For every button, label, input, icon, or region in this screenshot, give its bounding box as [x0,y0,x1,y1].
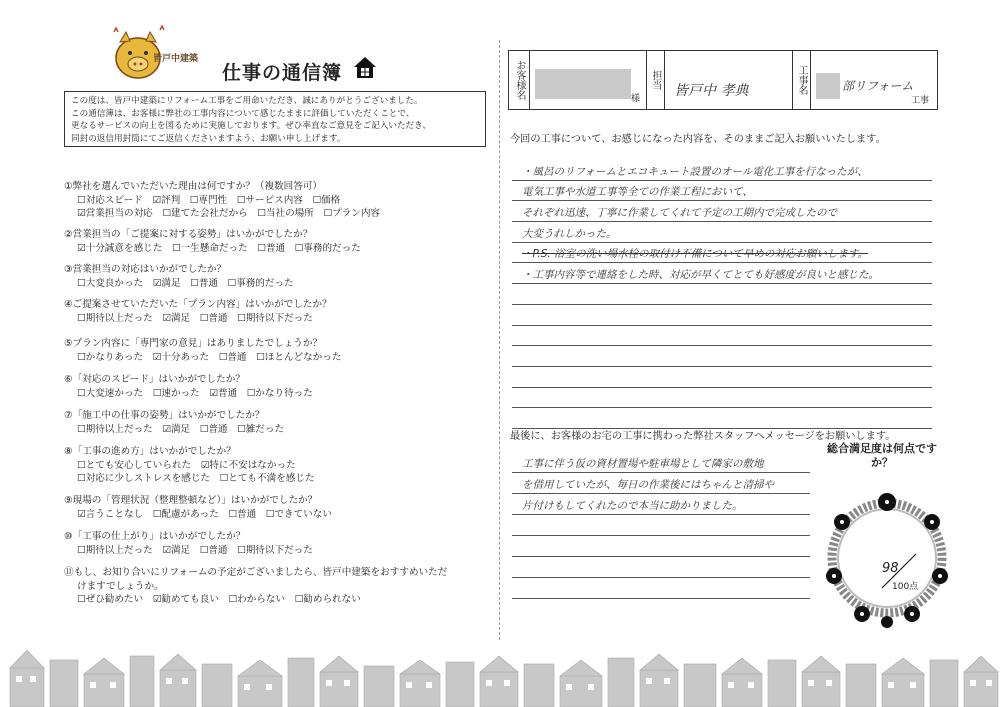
house-icon [352,54,378,80]
flower-wreath [812,476,962,636]
fold-line [499,40,500,640]
question-title: ⑤プラン内容に「専門家の意見」はありましたでしょうか？ [64,338,323,349]
question-10 [64,530,313,557]
question-title: ⑦「施工中の仕事の姿勢」はいかがでしたか？ [64,410,265,421]
question-8 [64,445,315,486]
question-title: ①弊社を選んでいただいた理由は何ですか？（複数回答可） [64,181,323,192]
impression-line: ・風呂のリフォームとエコキュート設置のオール電化工事を行なったが、 [512,160,932,181]
question-options[interactable]: ☐期待以上だった ☑満足 ☐普通 ☐雑だった [77,423,285,435]
customer-info-table [508,50,938,110]
intro-line: この度は、皆戸中建築にリフォーム工事をご用命いただき、誠にありがとうございました。 [71,96,423,106]
impression-line [512,408,932,429]
question-1 [64,180,380,221]
question-options[interactable]: ☑営業担当の対応 ☐建てた会社だから ☐当社の場所 ☐プラン内容 [77,208,381,219]
question-title: ⑨現場の「管理状況（整理整頓など）」はいかがでしたか？ [64,495,318,506]
redacted-customer-name [535,69,631,99]
question-options[interactable]: ☐対応に少しストレスを感じた ☐とても不満を感じた [77,473,315,484]
customer-suffix: 様 [631,94,641,104]
impression-line [512,367,932,388]
question-title: ②営業担当の「ご提案に対する姿勢」はいかがでしたか？ [64,229,313,240]
question-title: ④ご提案させていただいた「プラン内容」はいかがでしたか？ [64,299,332,310]
impression-line [512,326,932,347]
question-3 [64,263,294,290]
intro-line: 更なるサービスの向上を図るために実施しております。ぜひ率直なご意見をご記入いただき、 [71,121,431,131]
impression-line: ・P.S. 浴室の洗い場水栓の取付け不備について早めの対応お願いします。 [512,243,932,264]
message-line: 工事に伴う仮の資材置場や駐車場として隣家の敷地 [512,452,810,473]
intro-line: 同封の返信用封筒にてご返信くださいますよう、お願い申し上げます。 [71,133,346,144]
impression-line: ・工事内容等で連絡をした時、対応が早くてとても好感度が良いと感じた。 [512,263,932,284]
impression-line [512,388,932,409]
question-5 [64,337,341,364]
question-title-cont: けますでしょうか。 [77,580,164,592]
message-line [512,578,810,599]
message-prompt: 最後に、お客様のお宅の工事に携わった弊社スタッフへメッセージをお願いします。 [510,431,896,442]
redacted-work-location [816,73,840,99]
score-value: 98 [882,561,899,576]
work-suffix: 工事 [911,96,930,106]
question-options[interactable]: ☐ぜひ勧めたい ☑勧めても良い ☐わからない ☐勧められない [77,594,361,605]
question-options[interactable]: ☑言うことなし ☐配慮があった ☐普通 ☐できていない [77,508,332,520]
question-options[interactable]: ☐とても安心していられた ☑特に不安はなかった [77,459,296,471]
staff-label: 担当 [646,51,665,109]
work-label: 工事名 [792,51,811,109]
impression-line [512,305,932,326]
question-title: ⑩「工事の仕上がり」はいかがでしたか？ [64,531,246,542]
impression-line [512,346,932,367]
score-label: 総合満足度は何点ですか？ [827,442,937,469]
intro-line: この通信簿は、お客様に弊社の工事内容について感じたままに評価していただくことで、 [71,108,415,119]
customer-label: お客様名 [509,51,530,109]
question-options[interactable]: ☐かなりあった ☑十分あった ☐普通 ☐ほとんどなかった [77,351,342,363]
question-2 [64,228,361,255]
question-options[interactable]: ☑十分誠意を感じた ☐一生懸命だった ☐普通 ☐事務的だった [77,242,361,254]
question-title: ⑪もし、お知り合いにリフォームの予定がございましたら、皆戸中建築をおすすめいただ [64,567,448,578]
question-9 [64,494,332,521]
impression-line: 大変うれしかった。 [512,222,932,243]
message-line: を借用していたが、毎日の作業後にはちゃんと清掃や [512,473,810,494]
logo-wordmark: 皆戸中建築 [153,54,199,64]
question-options[interactable]: ☐大変速かった ☐速かった ☑普通 ☐かなり待った [77,387,313,399]
message-line: 片付けもしてくれたので本当に助かりました。 [512,494,810,515]
town-silhouette-footer [0,638,1000,707]
staff-name: 皆戸中 孝典 [674,83,749,99]
question-title: ⑥「対応のスピード」はいかがでしたか？ [64,374,245,385]
message-line [512,536,810,557]
question-11 [64,566,447,607]
impressions-lines[interactable] [512,160,932,429]
question-7 [64,409,284,436]
message-lines[interactable] [512,452,810,599]
question-title: ③営業担当の対応はいかがでしたか？ [64,264,227,275]
question-options[interactable]: ☐対応スピード ☑評判 ☐専門性 ☐サービス内容 ☐価格 [77,194,341,206]
message-line [512,515,810,536]
intro-box [64,91,486,147]
impressions-prompt: 今回の工事について、お感じになった内容を、そのままご記入お願いいたします。 [510,134,886,145]
question-options[interactable]: ☐期待以上だった ☑満足 ☐普通 ☐期待以下だった [77,312,313,324]
impression-line: 電気工事や水道工事等全ての作業工程において、 [512,181,932,202]
question-options[interactable]: ☐期待以上だった ☑満足 ☐普通 ☐期待以下だった [77,544,313,556]
impression-line: それぞれ迅速、丁寧に作業してくれて予定の工期内で完成したので [512,201,932,222]
question-title: ⑧「工事の進め方」はいかがでしたか？ [64,446,236,457]
work-name: 部リフォーム [842,79,914,93]
score-max: 100点 [892,582,919,592]
question-options[interactable]: ☐大変良かった ☑満足 ☐普通 ☐事務的だった [77,277,294,289]
page-title: 仕事の通信簿 [222,62,343,84]
impression-line [512,284,932,305]
question-6 [64,373,313,400]
message-line [512,557,810,578]
question-4 [64,298,332,325]
